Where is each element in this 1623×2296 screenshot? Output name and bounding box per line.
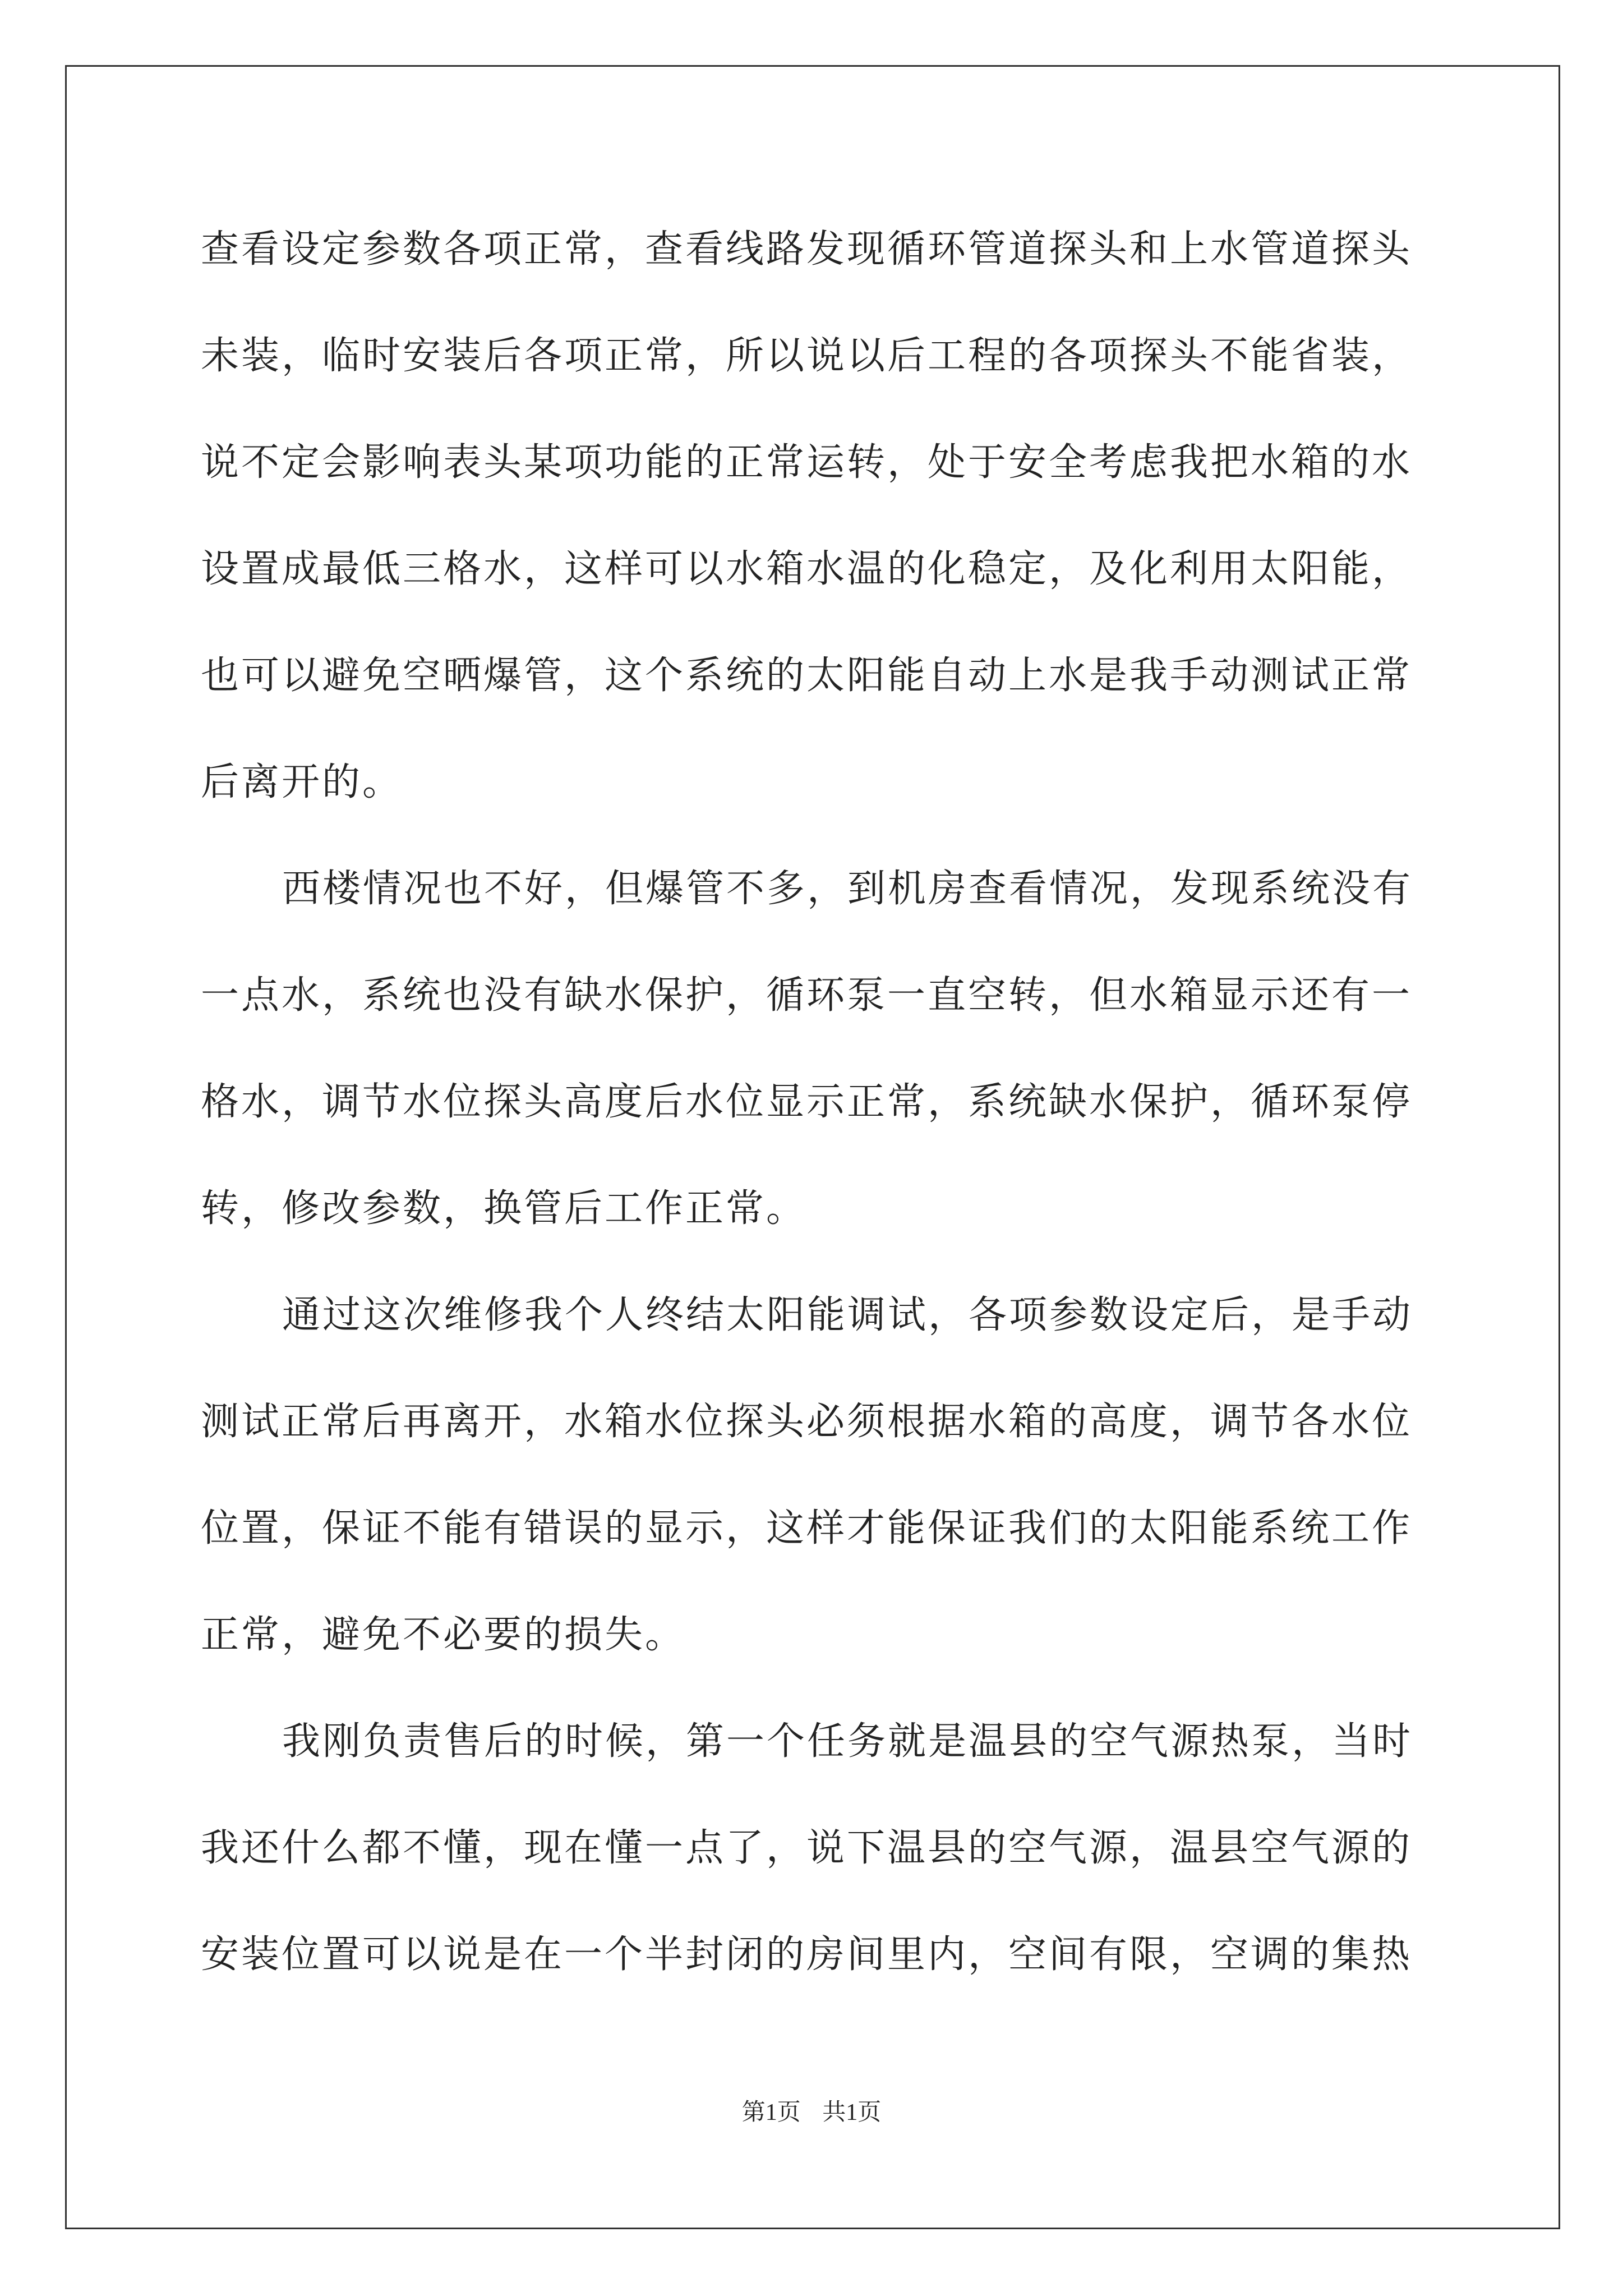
page-number: 第1页: [741, 2100, 801, 2125]
text-line: 也可以避免空晒爆管，这个系统的太阳能自动上水是我手动测试正常: [201, 654, 1413, 698]
text-line: 位置，保证不能有错误的显示，这样才能保证我们的太阳能系统工作: [201, 1506, 1413, 1550]
page-total: 共1页: [822, 2100, 882, 2125]
text-line: 我刚负责售后的时候，第一个任务就是温县的空气源热泵，当时: [282, 1719, 1413, 1764]
text-line: 正常，避免不必要的损失。: [201, 1613, 686, 1657]
text-line: 查看设定参数各项正常，查看线路发现循环管道探头和上水管道探头: [201, 227, 1413, 272]
text-line: 一点水，系统也没有缺水保护，循环泵一直空转，但水箱显示还有一: [201, 973, 1413, 1018]
text-line: 通过这次维修我个人终结太阳能调试，各项参数设定后，是手动: [282, 1293, 1413, 1337]
text-line: 安装位置可以说是在一个半封闭的房间里内，空间有限，空调的集热: [201, 1932, 1413, 1977]
text-line: 格水，调节水位探头高度后水位显示正常，系统缺水保护，循环泵停: [201, 1080, 1413, 1124]
text-line: 西楼情况也不好，但爆管不多，到机房查看情况，发现系统没有: [282, 867, 1413, 911]
text-line: 测试正常后再离开，水箱水位探头必须根据水箱的高度，调节各水位: [201, 1400, 1413, 1444]
text-line: 我还什么都不懂，现在懂一点了，说下温县的空气源，温县空气源的: [201, 1826, 1413, 1870]
text-line: 后离开的。: [201, 760, 403, 804]
page-border: [65, 65, 1560, 2229]
text-line: 说不定会影响表头某项功能的正常运转，处于安全考虑我把水箱的水: [201, 440, 1413, 485]
page-footer: [0, 2096, 1623, 2129]
text-line: 未装，临时安装后各项正常，所以说以后工程的各项探头不能省装，: [201, 334, 1413, 378]
text-line: 设置成最低三格水，这样可以水箱水温的化稳定，及化利用太阳能，: [201, 547, 1413, 591]
text-line: 转，修改参数，换管后工作正常。: [201, 1186, 807, 1231]
